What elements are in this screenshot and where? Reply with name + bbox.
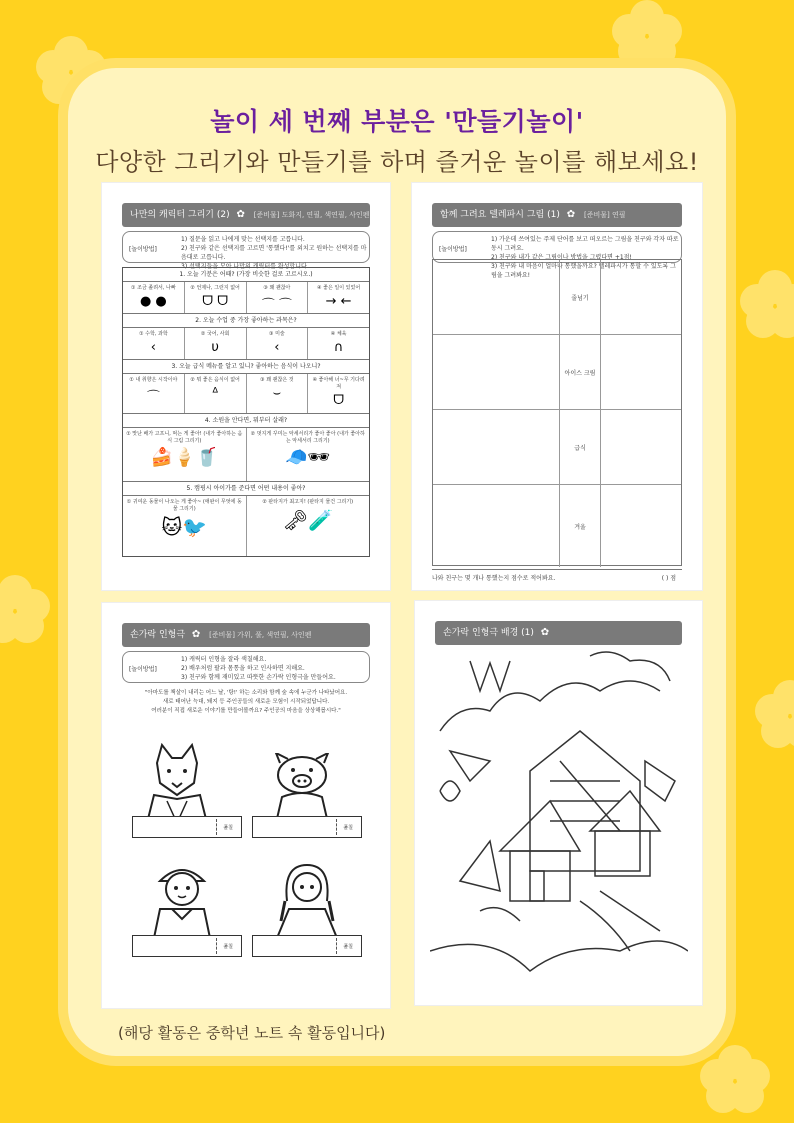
fantasy-drawing-icon: 🗝🧪 — [282, 508, 333, 532]
page-title: 놀이 세 번째 부분은 '만들기놀이' — [210, 107, 584, 136]
topic-label: 겨울 — [559, 485, 601, 567]
instruction-line: 3) 친구와 함께 재미있고 따뜻한 손가락 인형극을 만들어요. — [181, 674, 336, 681]
option-cell: ② 국어, 사회 υ — [185, 328, 247, 359]
puppet-band: 풀칠 — [252, 935, 362, 957]
worksheet-telepathy — [412, 183, 702, 590]
story-text: "아마도를 책살이 내리는 어느 날, '탕!' 하는 소리와 함께 숲 속에 누군가 나타났어요. 새로 태어난 늑대, 돼지 등 주인공들의 새로운 모험이 시작되었답니다. 여러분이 직접 새로운 이야기를 만들어볼까요? 주인공의 마음을 상상해봅시다." — [144, 690, 348, 714]
worksheet-puppet-background — [415, 601, 702, 1005]
worksheet-prep: [준비물] 연필 — [583, 211, 626, 219]
topic-label: 줄넘기 — [559, 260, 601, 334]
option-cell: ① 수학, 과학 ‹ — [123, 328, 185, 359]
worksheet-header — [122, 203, 370, 227]
flower-decoration — [0, 575, 50, 645]
option-cell: ② 판타지가 최고지! (판타지 물건 그리기) 🗝🧪 — [247, 496, 370, 556]
worksheet-header — [432, 203, 682, 227]
boy-puppet-drawing — [142, 863, 222, 938]
question-row: 5. 캠핑시 아이가를 준다면 어떤 내용이 좋아? — [123, 482, 369, 496]
village-scene-drawing — [430, 651, 688, 991]
instruction-line: 1) 캐릭터 인형을 잘라 색칠해요. — [181, 656, 267, 663]
drawing-row — [433, 485, 681, 567]
decoration-icon: ✿ — [236, 209, 245, 220]
question-row: 4. 소원을 안다면, 뭐부터 살래? — [123, 414, 369, 428]
question-table — [122, 267, 370, 557]
option-cell: ① 내 취향은 시작이야 ⌒ — [123, 374, 185, 413]
puppet-band: 풀칠 — [132, 935, 242, 957]
question-row: 2. 오늘 수업 중 가장 좋아하는 과목은? — [123, 314, 369, 328]
score-prompt: 나와 친구는 몇 개나 통했는지 점수로 적어봐요. — [432, 575, 556, 582]
option-cell: ③ 꽤 괜찮아 ⌒ ⌒ — [247, 282, 309, 313]
instruction-line: 3) 친구와 내 마음이 얼마나 통했을까요? 텔레파시가 통할 수 있도록 그림을 그려봐요! — [491, 263, 676, 279]
worksheet-title: 함께 그려요 텔레파시 그림 (1) — [440, 210, 560, 220]
option-cell: ① 맛난 배가 고프니, 먹는 게 좋아! (내가 좋아하는 음식 그림 그리기) 🍰🍦🥤 — [123, 428, 247, 481]
worksheet-title: 손가락 인형극 — [130, 630, 186, 640]
footnote: (해당 활동은 중학년 노트 속 활동입니다) — [118, 1024, 386, 1042]
accessory-drawing-icon: 🧢🕶 — [285, 447, 331, 468]
worksheet-title: 손가락 인형극 배경 (1) — [443, 628, 534, 638]
question-row: 1. 오늘 기분은 어때? (가장 비슷한 걸로 고르시오.) — [123, 268, 369, 282]
instruction-line: 1) 가운데 쓰여있는 주제 단어를 보고 떠오르는 그림을 친구와 각자 따로 동시 그려요. — [491, 236, 679, 252]
wolf-puppet-drawing — [132, 743, 222, 823]
worksheet-prep: [준비물] 가위, 풀, 색연필, 사인펜 — [209, 631, 312, 639]
instruction-line: 3) 선택지들을 모아 나만의 캐릭터를 완성합니다. — [181, 263, 309, 270]
animal-drawing-icon: 🐱🐦 — [161, 515, 208, 539]
option-cell: ③ 꽤 괜찮은 것 ⌣ — [247, 374, 309, 413]
decoration-icon: ✿ — [540, 627, 550, 638]
decoration-icon: ✿ — [566, 209, 576, 220]
option-cell: ② 언제나, 그런지 없어 ᗜ ᗜ — [185, 282, 247, 313]
food-drawing-icon: 🍰🍦🥤 — [150, 447, 218, 468]
flower-decoration — [740, 270, 794, 340]
instructions-box — [122, 651, 370, 683]
worksheet-title: 나만의 캐릭터 그리기 (2) — [130, 210, 230, 220]
page-subtitle: 다양한 그리기와 만들기를 하며 즐거운 놀이를 해보세요! — [95, 148, 699, 176]
drawing-row — [433, 410, 681, 485]
score-line — [432, 569, 682, 582]
puppet-band: 풀칠 — [132, 816, 242, 838]
topic-label: 아이스 크림 — [559, 335, 601, 409]
option-cell: ② 뭐 좋은 음식이 없어 ᐞ — [185, 374, 247, 413]
score-unit: ( ) 점 — [661, 575, 676, 582]
option-cell: ① 조금 졸려서, 나빠 ● ● — [123, 282, 185, 313]
worksheet-character — [102, 183, 390, 590]
drawing-row — [433, 260, 681, 335]
option-cell: ④ 체육 ∩ — [330, 331, 347, 355]
instructions-label: [놀이방법] — [439, 246, 467, 253]
puppet-band: 풀칠 — [252, 816, 362, 838]
instruction-line: 2) 친구와 내가 같은 그림이나 방법을 그렸다면 +1점! — [491, 254, 632, 261]
instructions-box — [122, 231, 370, 270]
worksheet-finger-puppet — [102, 603, 390, 1008]
instruction-line: 1) 질문을 읽고 나에게 맞는 선택지를 고릅니다. — [181, 236, 305, 243]
instruction-line: 2) 배우처럼 팔과 몸통을 하고 인사하면 지해요. — [181, 665, 305, 672]
option-cell: ④ 좋은 일이 있었어 → ← — [317, 285, 361, 309]
topic-label: 급식 — [559, 410, 601, 484]
worksheet-header — [435, 621, 682, 645]
option-cell: ① 귀여운 동물이 나오는 게 좋아~ (애완이 무엇에 동물 그리기) 🐱🐦 — [123, 496, 247, 556]
decoration-icon: ✿ — [191, 629, 201, 640]
option-cell: ③ 미술 ‹ — [247, 328, 309, 359]
instructions-label: [놀이방법] — [129, 666, 157, 673]
instructions-label: [놀이방법] — [129, 246, 157, 253]
pig-puppet-drawing — [262, 753, 342, 823]
drawing-grid — [432, 259, 682, 566]
option-cell: ④ 좋아해 너~무 기다려져 ᗜ — [312, 377, 365, 408]
flower-decoration — [755, 680, 794, 750]
question-row: 3. 오늘 급식 메뉴를 알고 있니? 좋아하는 음식이 나오니? — [123, 360, 369, 374]
instruction-line: 2) 친구와 같은 선택지를 고르면 '통했다!'를 외치고 원하는 선택지를 마음대로 고릅니다. — [181, 245, 367, 261]
option-cell: ② 멋지게 꾸미는 악세서리가 좋아 좋아 (내가 좋아하는 악세서리 그리기) 🧢🕶 — [247, 428, 370, 481]
drawing-row — [433, 335, 681, 410]
worksheet-header — [122, 623, 370, 647]
worksheet-prep: [준비물] 도화지, 연필, 색연필, 사인펜 — [253, 211, 370, 219]
girl-puppet-drawing — [267, 861, 347, 938]
